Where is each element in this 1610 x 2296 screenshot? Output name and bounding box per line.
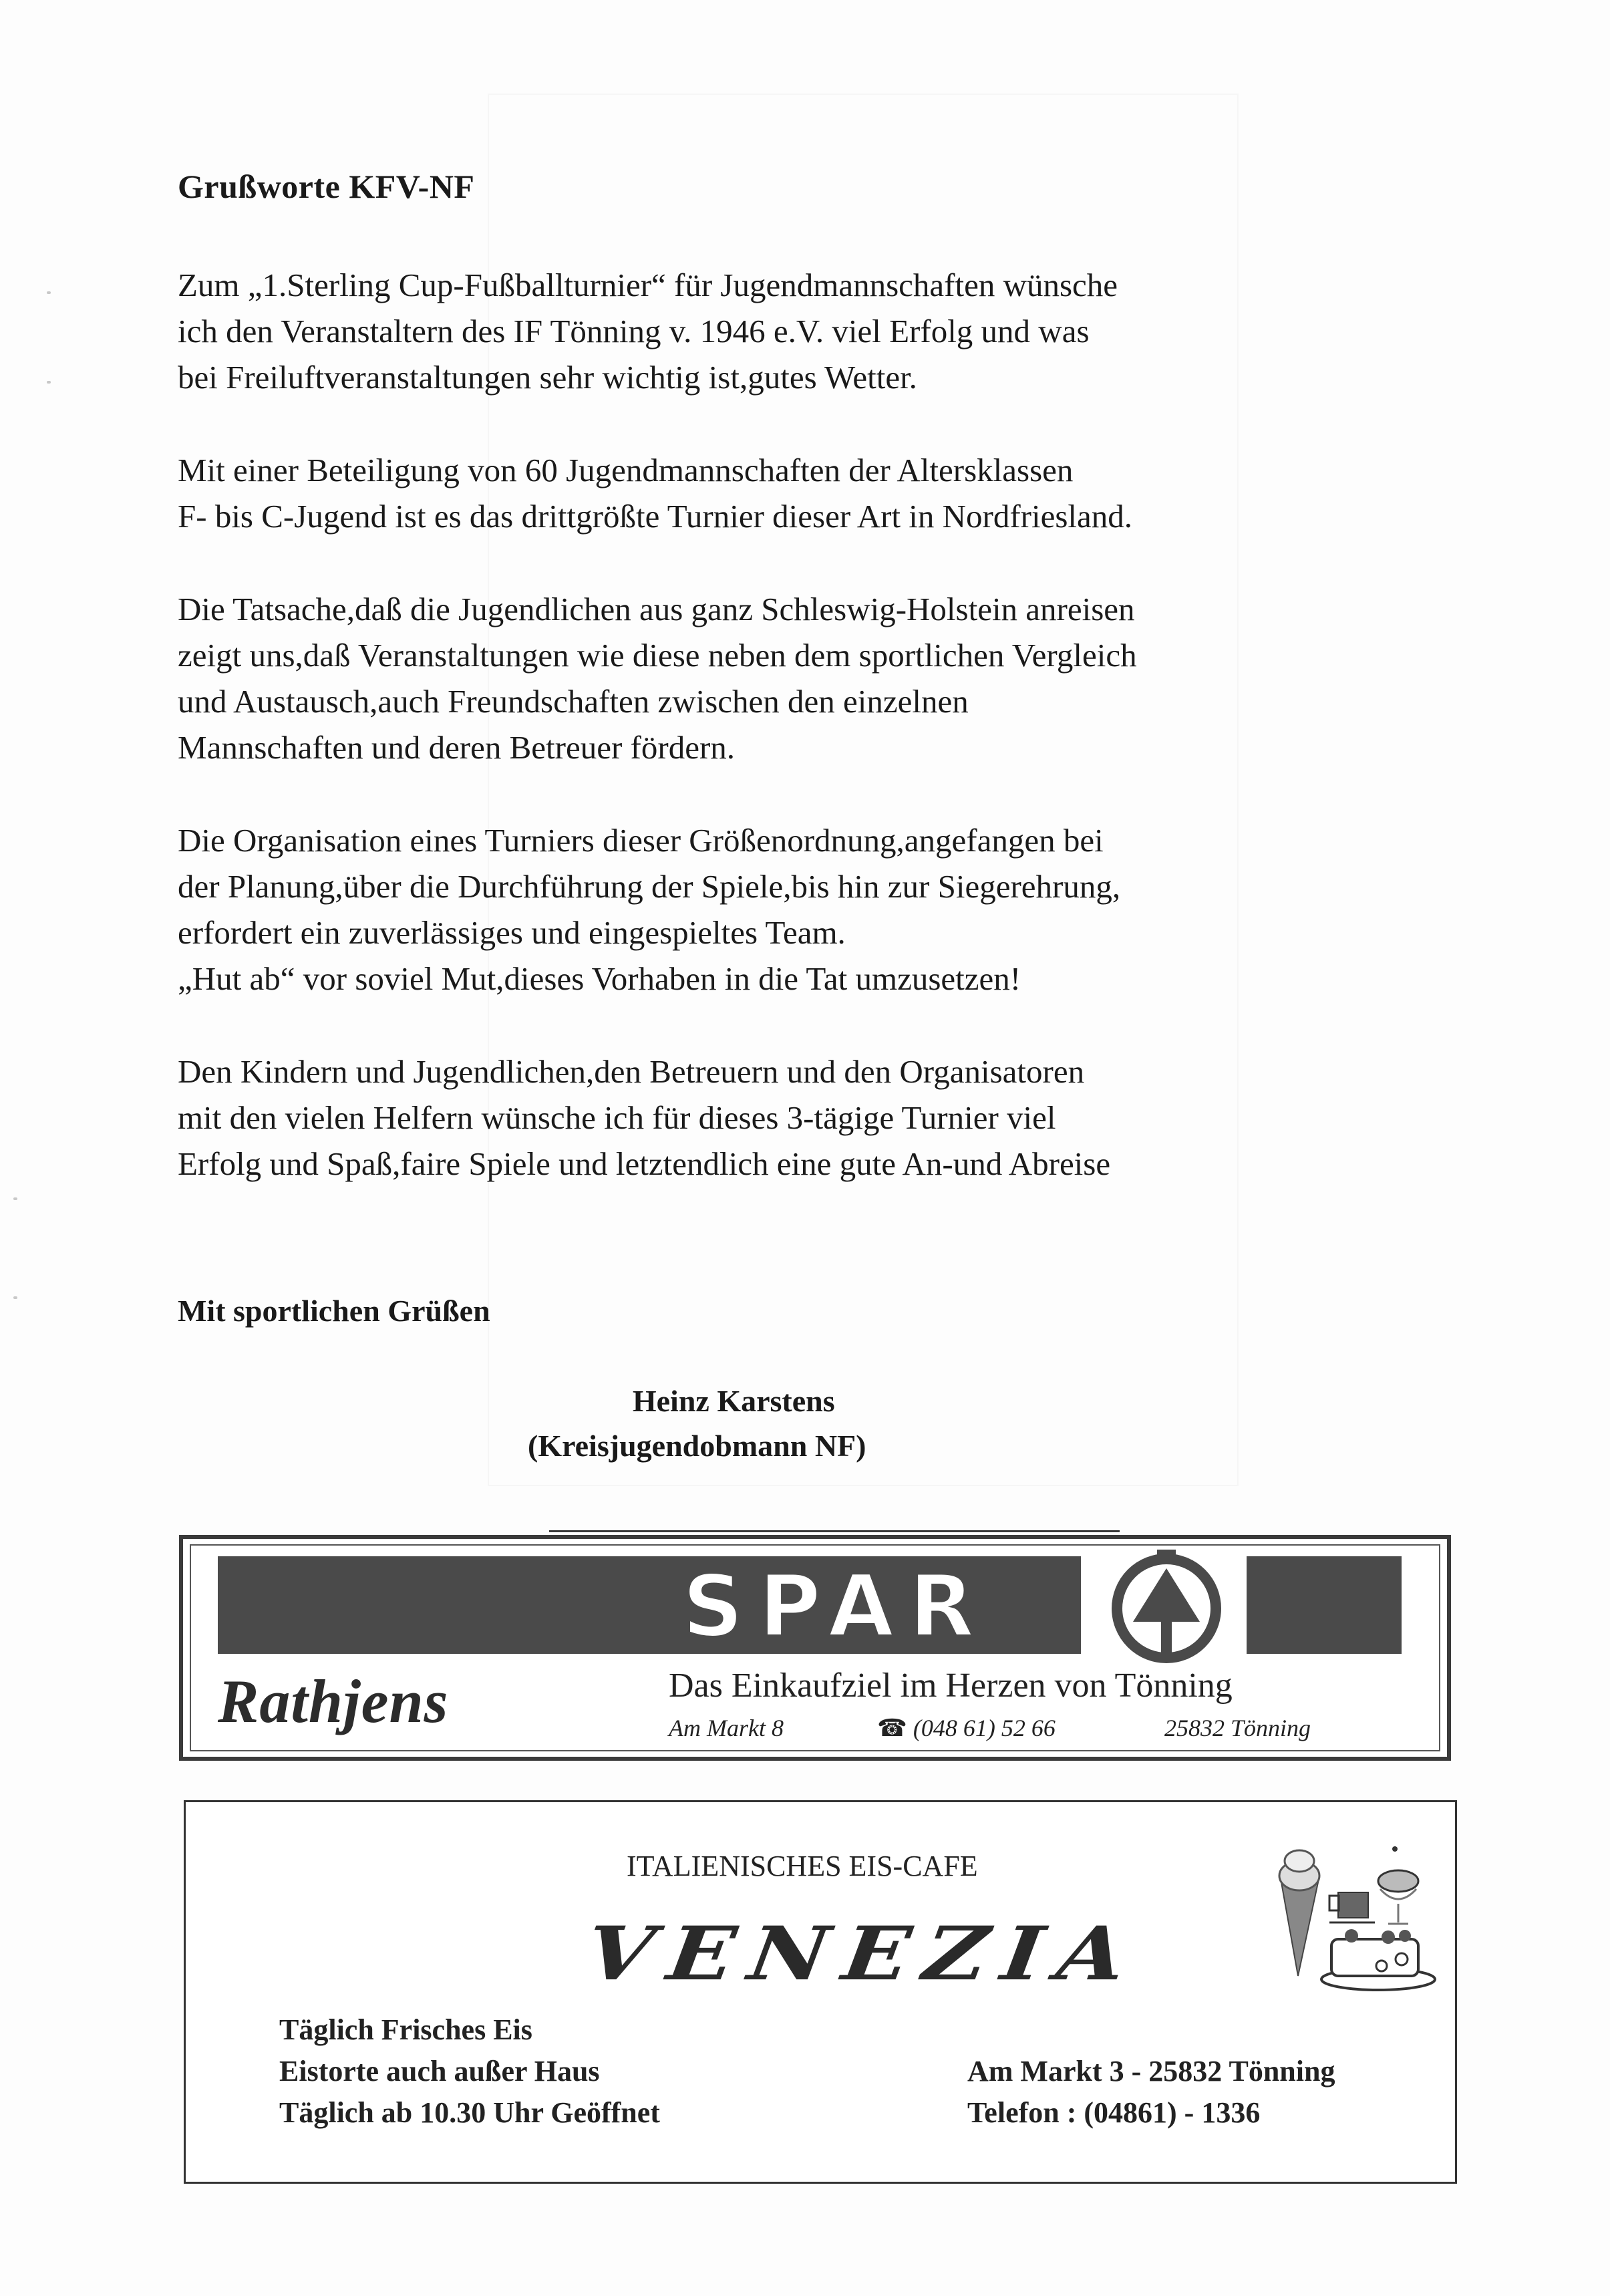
feature-item: Eistorte auch außer Haus: [279, 2055, 600, 2088]
paragraph-4: [178, 817, 1394, 1002]
text-line: Erfolg und Spaß,faire Spiele und letztendlich eine gute An-und Abreise: [178, 1145, 1111, 1182]
venezia-advertisement: [184, 1800, 1457, 2184]
cafe-address: Am Markt 3 - 25832 Tönning: [967, 2055, 1335, 2088]
spar-wordmark: SPAR: [682, 1557, 989, 1657]
store-address: Am Markt 8: [669, 1715, 784, 1741]
cafe-features: [279, 2009, 660, 2134]
text-line: Die Organisation eines Turniers dieser Größenordnung,angefangen bei: [178, 822, 1104, 859]
page-title: Grußworte KFV-NF: [178, 168, 475, 205]
telephone-icon: ☎: [877, 1715, 913, 1741]
margin-speck: [13, 1197, 17, 1200]
paragraph-3: [178, 586, 1394, 770]
margin-speck: [47, 381, 51, 384]
text-line: mit den vielen Helfern wünsche ich für dieses 3-tägige Turnier viel: [178, 1099, 1056, 1136]
spar-advertisement: [179, 1535, 1451, 1761]
cafe-phone: Telefon : (04861) - 1336: [967, 2096, 1261, 2129]
store-phone-row: [877, 1714, 1056, 1742]
closing-greeting: Mit sportlichen Grüßen: [178, 1294, 490, 1328]
store-name: Rathjens: [218, 1667, 449, 1735]
text-line: Zum „1.Sterling Cup-Fußballturnier“ für Jugendmannschaften wünsche: [178, 267, 1118, 303]
letter-body: [178, 262, 1394, 1234]
text-line: F- bis C-Jugend ist es das drittgrößte Turnier dieser Art in Nordfriesland.: [178, 498, 1133, 535]
signature-role: (Kreisjugendobmann NF): [528, 1429, 866, 1463]
text-line: und Austausch,auch Freundschaften zwischen den einzelnen: [178, 683, 969, 720]
paragraph-1: [178, 262, 1394, 400]
text-line: bei Freiluftveranstaltungen sehr wichtig ist,gutes Wetter.: [178, 359, 917, 396]
text-line: ich den Veranstaltern des IF Tönning v. 1946 e.V. viel Erfolg und was: [178, 313, 1090, 349]
feature-item: Täglich Frisches Eis: [279, 2013, 532, 2046]
text-line: Mit einer Beteiligung von 60 Jugendmannschaften der Altersklassen: [178, 452, 1074, 488]
feature-item: Täglich ab 10.30 Uhr Geöffnet: [279, 2096, 660, 2129]
text-line: Die Tatsache,daß die Jugendlichen aus ganz Schleswig-Holstein anreisen: [178, 591, 1135, 627]
text-line: Den Kindern und Jugendlichen,den Betreuern und den Organisatoren: [178, 1053, 1085, 1090]
signature-name: Heinz Karstens: [632, 1384, 835, 1418]
store-slogan: Das Einkaufziel im Herzen von Tönning: [669, 1667, 1233, 1705]
spar-tree-icon: [1106, 1550, 1227, 1663]
margin-speck: [47, 291, 51, 294]
spar-logo-band: [218, 1556, 1398, 1657]
text-line: erfordert ein zuverlässiges und eingespieltes Team.: [178, 914, 846, 951]
spar-band-right: [1247, 1556, 1402, 1654]
text-line: Mannschaften und deren Betreuer fördern.: [178, 729, 736, 766]
text-line: „Hut ab“ vor soviel Mut,dieses Vorhaben in die Tat umzusetzen!: [178, 960, 1021, 997]
paragraph-2: [178, 447, 1394, 539]
signature-block: [528, 1383, 866, 1463]
ice-cream-cake-icon: [1268, 1829, 1442, 2003]
store-city: 25832 Tönning: [1164, 1715, 1311, 1741]
text-line: der Planung,über die Durchführung der Spiele,bis hin zur Siegerehrung,: [178, 868, 1121, 905]
divider-line: [549, 1530, 1120, 1532]
cafe-name: VENEZIA: [580, 1910, 1146, 1997]
margin-speck: [13, 1296, 17, 1299]
text-line: zeigt uns,daß Veranstaltungen wie diese neben dem sportlichen Vergleich: [178, 637, 1137, 674]
paragraph-5: [178, 1048, 1394, 1187]
cafe-contact: [967, 2051, 1335, 2134]
store-phone: (048 61) 52 66: [913, 1715, 1056, 1741]
cafe-type: ITALIENISCHES EIS-CAFE: [627, 1850, 978, 1882]
